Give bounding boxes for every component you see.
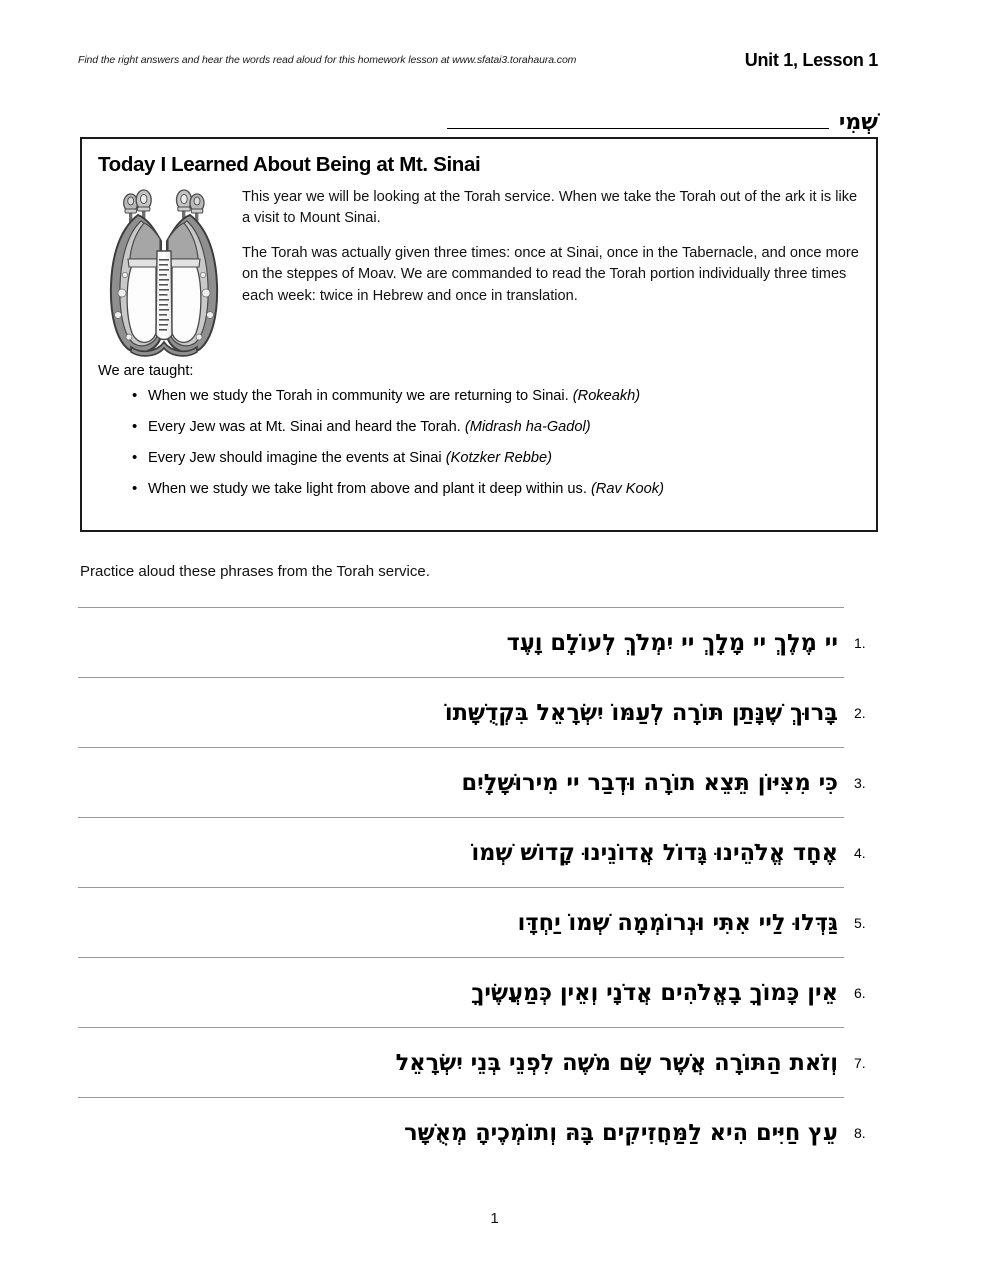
practice-row-number: .3 (854, 775, 866, 791)
practice-row-8[interactable] (78, 1098, 884, 1168)
practice-row-5[interactable] (78, 888, 884, 958)
lesson-box-body (98, 187, 860, 501)
practice-row-number: .5 (854, 915, 866, 931)
practice-row-4[interactable] (78, 818, 884, 888)
practice-row-number: .8 (854, 1125, 866, 1141)
practice-hebrew-phrase[interactable]: גַּדְּלוּ לַיי אִתִּי וּנְרוֹמְמָה שְׁמוֹ יַחְדָּו (517, 909, 838, 936)
list-item (132, 386, 860, 408)
torah-scroll-icon (98, 189, 230, 357)
we-are-taught-label: We are taught: (98, 363, 194, 379)
practice-hebrew-phrase[interactable]: יי מֶלֶךְ יי מָלָךְ יי יִמְלֹךְ לְעוֹלָם וָעֶד (506, 629, 838, 656)
practice-row-number: .2 (854, 705, 866, 721)
teachings-list (98, 386, 860, 501)
practice-row-2[interactable] (78, 678, 884, 748)
teaching-text: When we study we take light from above and plant it deep within us. (148, 480, 587, 497)
name-field-hebrew-label: שְׁמִי (838, 110, 878, 135)
practice-instruction: Practice aloud these phrases from the Torah service. (80, 563, 430, 580)
teaching-source: (Kotzker Rebbe) (445, 449, 552, 466)
list-item (132, 479, 860, 501)
practice-hebrew-phrase[interactable]: וְזֹאת הַתּוֹרָה אֲשֶׁר שָׂם מֹשֶׁה לִפְנֵי בְּנֵי יִשְׂרָאֵל (395, 1049, 838, 1076)
page-header (78, 46, 878, 70)
practice-row-number: .7 (854, 1055, 866, 1071)
lesson-box-title: Today I Learned About Being at Mt. Sinai (98, 153, 481, 176)
practice-hebrew-phrase[interactable]: עֵץ חַיִּים הִיא לַמַּחֲזִיקִים בָּהּ וְתוֹמְכֶיהָ מְאֻשָּׁר (404, 1119, 838, 1146)
lesson-paragraph-2: The Torah was actually given three times: once at Sinai, once in the Tabernacle, and once more on the steppes of Moav. We are commanded to read the Torah portion individually three times each week: twice in Hebrew and once in translation. (242, 244, 859, 304)
teaching-text: Every Jew was at Mt. Sinai and heard the Torah. (148, 419, 461, 436)
bullet-dot-icon: • (132, 448, 138, 466)
teaching-text: When we study the Torah in community we are returning to Sinai. (148, 388, 569, 405)
practice-hebrew-phrase[interactable]: אֵין כָּמוֹךָ בָאֱלֹהִים אֲדֹנָי וְאֵין כְּמַעֲשֶׂיךָ (471, 979, 838, 1006)
teaching-text: Every Jew should imagine the events at Sinai (148, 449, 442, 466)
practice-row-number: .4 (854, 845, 866, 861)
practice-hebrew-phrase[interactable]: אֶחָד אֱלֹהֵינוּ גָּדוֹל אֲדוֹנֵינוּ קָדוֹשׁ שְׁמוֹ (471, 839, 838, 866)
teaching-source: (Rav Kook) (590, 480, 664, 497)
teaching-source: (Midrash ha-Gadol) (464, 419, 591, 436)
teaching-source: (Rokeakh) (572, 388, 641, 405)
header-instruction-note: Find the right answers and hear the words read aloud for this homework lesson at www.sfatai3.torahaura.com (78, 54, 577, 67)
lesson-summary-box (80, 137, 878, 532)
practice-phrase-list (78, 608, 884, 1168)
practice-row-number: .6 (854, 985, 866, 1001)
list-item (132, 448, 860, 470)
practice-row-number: .1 (854, 635, 866, 651)
practice-row-3[interactable] (78, 748, 884, 818)
name-write-in-line[interactable] (447, 102, 829, 129)
name-field-row (78, 92, 878, 134)
unit-lesson-label: Unit 1, Lesson 1 (744, 50, 878, 70)
practice-hebrew-phrase[interactable]: בָּרוּךְ שֶׁנָּתַן תּוֹרָה לְעַמּוֹ יִשְׂרָאֵל בִּקְדֻשָּׁתוֹ (444, 699, 838, 726)
practice-row-6[interactable] (78, 958, 884, 1028)
practice-row-1[interactable] (78, 608, 884, 678)
page-number: 1 (490, 1210, 499, 1227)
bullet-dot-icon: • (132, 387, 138, 405)
list-item (132, 417, 860, 439)
practice-hebrew-phrase[interactable]: כִּי מִצִּיּוֹן תֵּצֵא תוֹרָה וּדְבַר יי מִירוּשָׁלָיִם (461, 769, 838, 796)
lesson-paragraph-1: This year we will be looking at the Torah service. When we take the Torah out of the ark it is like a visit to Mount Sinai. (242, 189, 858, 227)
bullet-dot-icon: • (132, 479, 138, 497)
bullet-dot-icon: • (132, 418, 138, 436)
practice-row-7[interactable] (78, 1028, 884, 1098)
